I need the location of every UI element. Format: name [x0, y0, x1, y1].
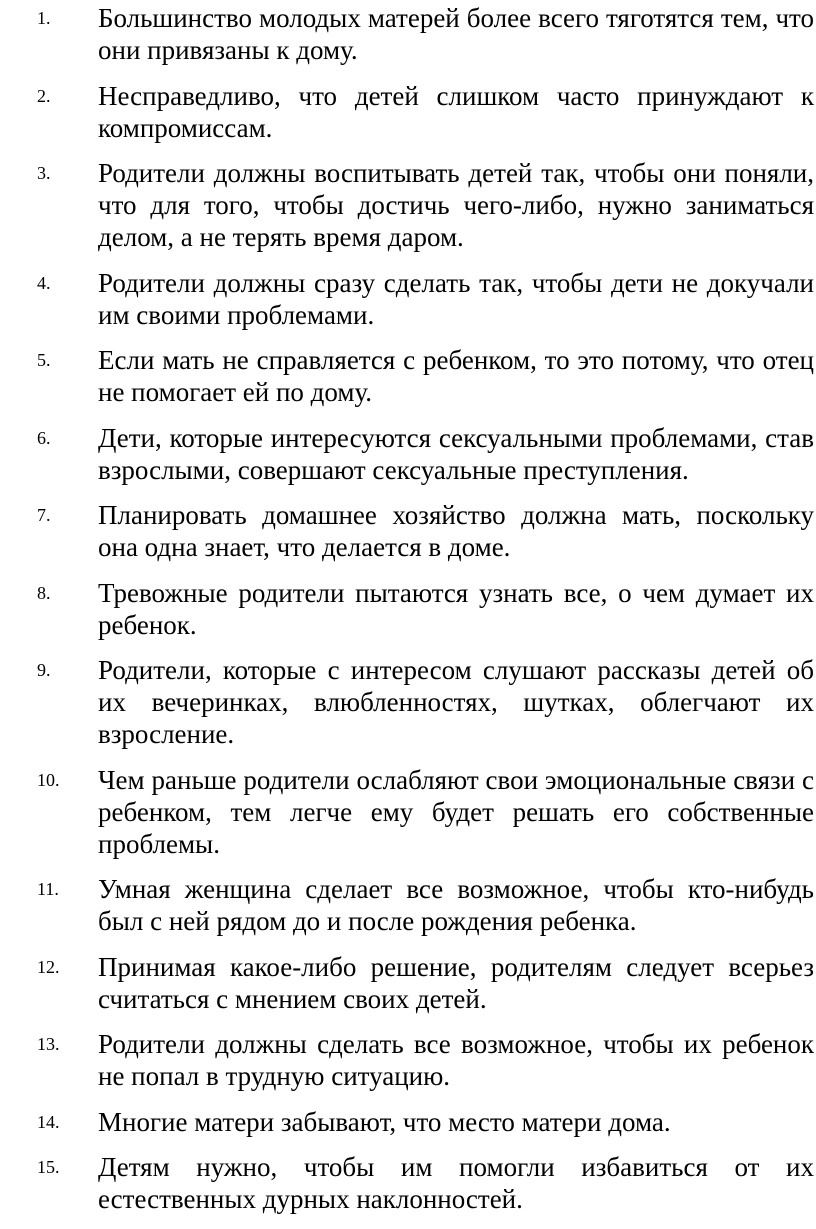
item-text: Многие матери забывают, что место матери дома.: [98, 1106, 671, 1137]
list-item: [0, 951, 816, 1015]
item-text: Умная женщина сделает все возможное, чтобы кто-нибудь был с ней рядом до и после рождения ребенка.: [98, 874, 814, 936]
item-text: Родители должны сразу сделать так, чтобы дети не докучали им своими проблемами.: [98, 267, 814, 330]
list-item: [0, 499, 816, 563]
list-item: [0, 1151, 816, 1215]
item-number: 2.: [37, 85, 51, 106]
item-text: Дети, которые интересуются сексуальными проблемами, став взрослыми, совершают сексуальные преступления.: [98, 422, 814, 485]
item-text: Тревожные родители пытаются узнать все, о чем думает их ребенок.: [98, 577, 814, 640]
item-number: 11.: [37, 879, 59, 899]
list-item: [0, 157, 816, 253]
item-text: Родители, которые с интересом слушают рассказы детей об их вечеринках, влюбленностях, шутках, облегчают их взросление.: [98, 655, 814, 749]
numbered-list: [0, 2, 816, 1229]
item-text: Принимая какое-либо решение, родителям следует всерьез считаться с мнением своих детей.: [98, 951, 814, 1014]
item-text: Детям нужно, чтобы им помогли избавиться от их естественных дурных наклонностей.: [98, 1152, 814, 1214]
item-number: 8.: [37, 582, 51, 603]
item-text: Родители должны воспитывать детей так, чтобы они поняли, что для того, чтобы достичь чего-либо, нужно заниматься делом, а не терять время даром.: [98, 158, 814, 252]
list-item: [0, 344, 816, 408]
item-number: 7.: [37, 505, 51, 525]
list-item: [0, 764, 816, 860]
item-number: 5.: [37, 350, 51, 370]
list-item: [0, 654, 816, 750]
list-item: [0, 873, 816, 937]
item-number: 12.: [37, 956, 60, 977]
item-number: 3.: [37, 163, 51, 183]
list-item: [0, 2, 816, 66]
item-number: 9.: [37, 660, 51, 680]
item-number: 14.: [37, 1111, 60, 1132]
item-number: 6.: [37, 427, 51, 448]
item-text: Большинство молодых матерей более всего тяготятся тем, что они привязаны к дому.: [98, 3, 814, 65]
item-number: 15.: [37, 1157, 60, 1177]
item-text: Если мать не справляется с ребенком, то это потому, что отец не помогает ей по дому.: [98, 345, 814, 407]
item-number: 1.: [37, 8, 51, 28]
list-item: [0, 577, 816, 641]
item-text: Чем раньше родители ослабляют свои эмоциональные связи с ребенком, тем легче ему будет решать его собственные проблемы.: [98, 764, 814, 859]
item-number: 13.: [37, 1034, 60, 1054]
item-text: Планировать домашнее хозяйство должна мать, поскольку она одна знает, что делается в доме.: [98, 500, 814, 562]
item-number: 10.: [37, 769, 60, 790]
item-text: Несправедливо, что детей слишком часто принуждают к компромиссам.: [98, 80, 814, 143]
list-item: [0, 1028, 816, 1092]
list-item: [0, 80, 816, 144]
item-text: Родители должны сделать все возможное, чтобы их ребенок не попал в трудную ситуацию.: [98, 1029, 814, 1091]
list-item: [0, 1106, 816, 1138]
list-item: [0, 267, 816, 331]
item-number: 4.: [37, 272, 51, 293]
list-item: [0, 422, 816, 486]
